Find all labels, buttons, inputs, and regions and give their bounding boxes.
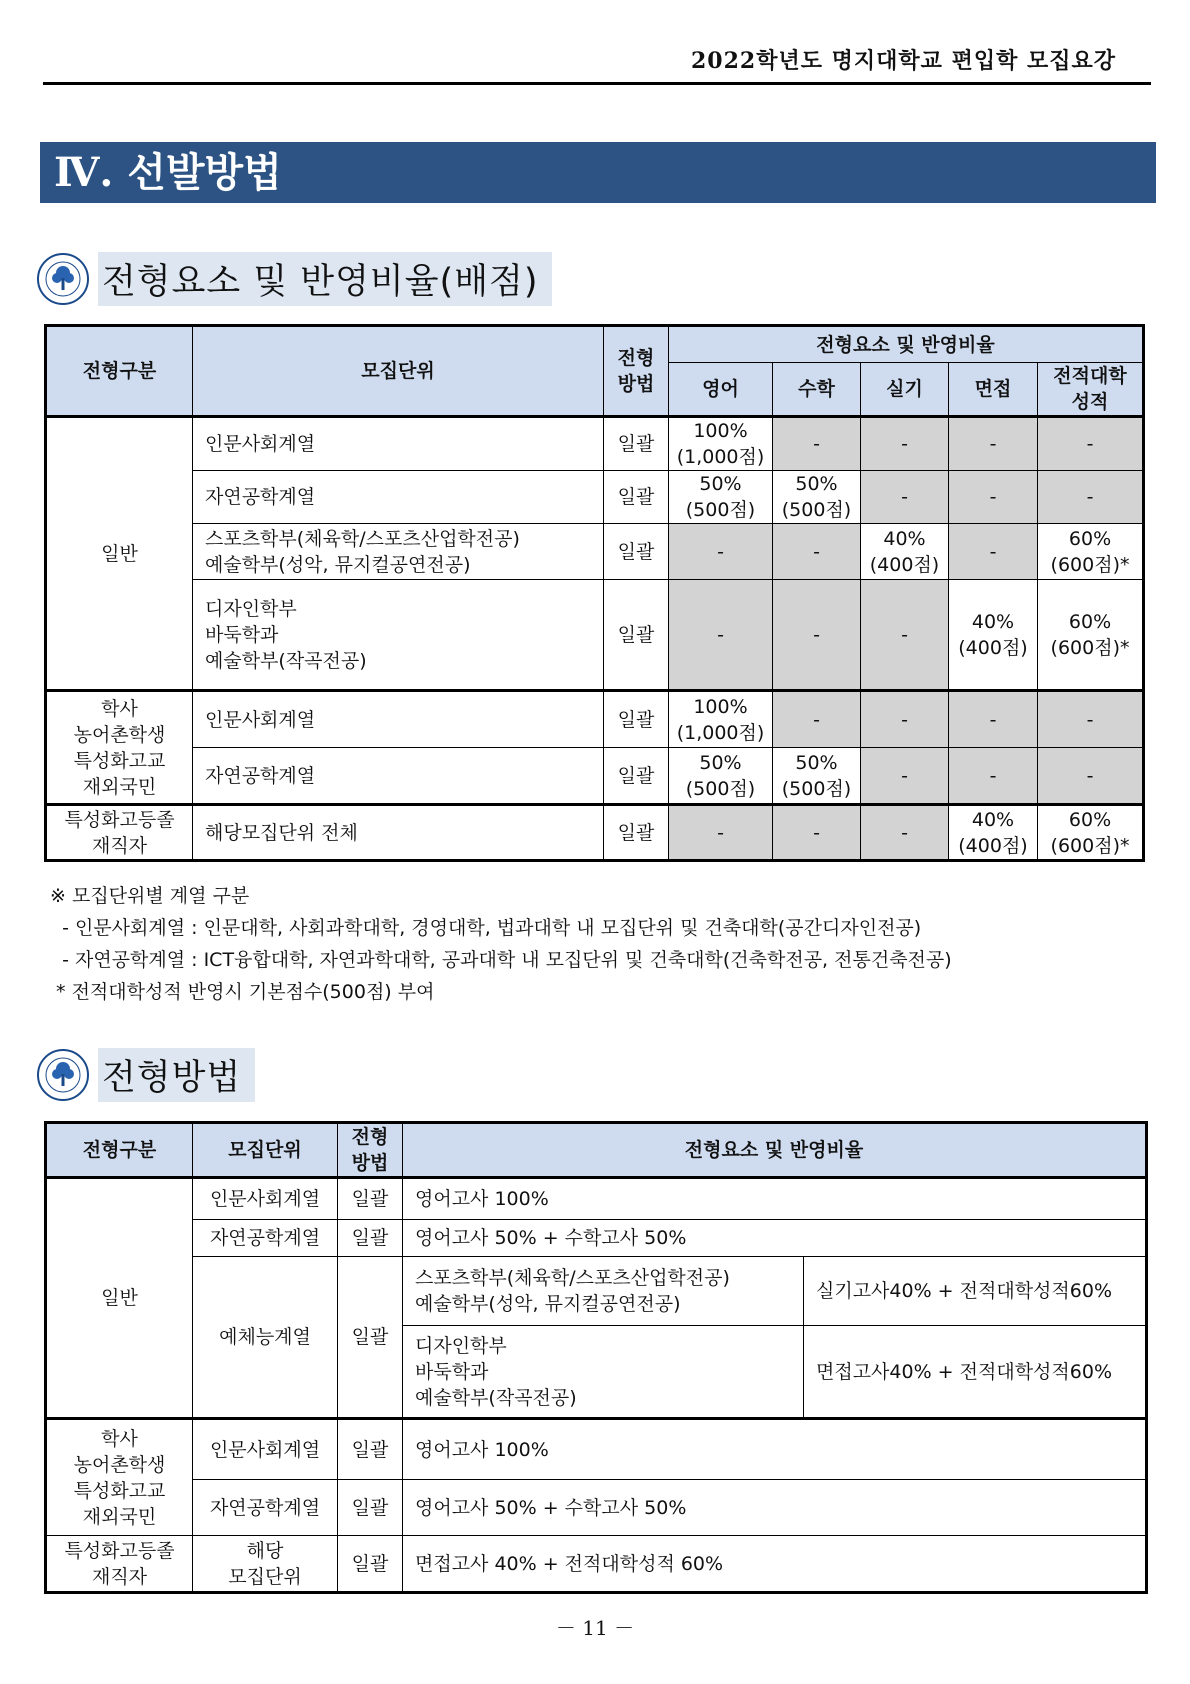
unit-cell: 자연공학계열 [193, 471, 604, 524]
col-unit-header: 모집단위 [193, 1123, 338, 1178]
col-type-header: 전형구분 [46, 326, 193, 417]
table-row [46, 580, 1144, 691]
method-cell: 일괄 [338, 1220, 403, 1257]
ratio-cell: 영어고사 50% + 수학고사 50% [403, 1220, 1147, 1257]
english-cell: - [669, 805, 773, 861]
gpa-cell: 60% (600점)* [1038, 580, 1144, 691]
document-header: 2022학년도 명지대학교 편입학 모집요강 [691, 48, 1116, 74]
math-cell: - [773, 580, 861, 691]
unit-cell: 자연공학계열 [193, 1220, 338, 1257]
method-cell: 일괄 [338, 1419, 403, 1480]
col-unit-header: 모집단위 [193, 326, 604, 417]
gpa-cell: 60% (600점)* [1038, 524, 1144, 580]
table-row [46, 691, 1144, 748]
type-cell: 특성화고등졸 재직자 [46, 805, 193, 861]
unit-cell: 디자인학부 바둑학과 예술학부(작곡전공) [193, 580, 604, 691]
table-row [46, 1178, 1147, 1220]
interview-cell: - [949, 748, 1038, 805]
ratio-cell: 실기고사40% + 전적대학성적60% [804, 1257, 1147, 1326]
type-cell: 일반 [46, 1178, 193, 1419]
gpa-cell: 60% (600점)* [1038, 805, 1144, 861]
col-math-header: 수학 [773, 363, 861, 417]
math-cell: 50% (500점) [773, 471, 861, 524]
interview-cell: - [949, 524, 1038, 580]
practical-cell: - [861, 691, 949, 748]
gpa-cell: - [1038, 471, 1144, 524]
chapter-title: Ⅳ. 선발방법 [40, 142, 1156, 203]
practical-cell: - [861, 580, 949, 691]
section2-heading [36, 1048, 255, 1102]
method-cell: 일괄 [604, 691, 669, 748]
gpa-cell: - [1038, 691, 1144, 748]
interview-cell: 40% (400점) [949, 805, 1038, 861]
math-cell: - [773, 417, 861, 471]
col-interview-header: 면접 [949, 363, 1038, 417]
practical-cell: - [861, 748, 949, 805]
col-method-header: 전형 방법 [338, 1123, 403, 1178]
ratio-cell: 면접고사40% + 전적대학성적60% [804, 1326, 1147, 1419]
unit-cell: 예체능계열 [193, 1257, 338, 1419]
method-cell: 일괄 [604, 748, 669, 805]
english-cell: 50% (500점) [669, 748, 773, 805]
table-row [46, 1220, 1147, 1257]
practical-cell: - [861, 471, 949, 524]
table-row [46, 417, 1144, 471]
method-cell: 일괄 [604, 580, 669, 691]
method-cell: 일괄 [604, 471, 669, 524]
page-number: － 11 － [555, 1616, 635, 1640]
col-method-header: 전형 방법 [604, 326, 669, 417]
unit-cell: 스포츠학부(체육학/스포츠산업학전공) 예술학부(성악, 뮤지컬공연전공) [193, 524, 604, 580]
method-cell: 일괄 [338, 1178, 403, 1220]
section1-title: 전형요소 및 반영비율(배점) [98, 252, 552, 306]
note-line: - 인문사회계열 : 인문대학, 사회과학대학, 경영대학, 법과대학 내 모집단위 및 건축대학(공간디자인전공) [50, 917, 922, 939]
practical-cell: 40% (400점) [861, 524, 949, 580]
col-gpa-header: 전적대학 성적 [1038, 363, 1144, 417]
method-cell: 일괄 [338, 1536, 403, 1593]
subunit-cell: 스포츠학부(체육학/스포츠산업학전공) 예술학부(성악, 뮤지컬공연전공) [403, 1257, 804, 1326]
gpa-cell: - [1038, 748, 1144, 805]
type-cell: 일반 [46, 417, 193, 691]
interview-cell: 40% (400점) [949, 580, 1038, 691]
ratio-cell: 영어고사 100% [403, 1419, 1147, 1480]
method-cell: 일괄 [604, 417, 669, 471]
practical-cell: - [861, 805, 949, 861]
table-row [46, 1257, 1147, 1326]
table-row [46, 471, 1144, 524]
table-row [46, 748, 1144, 805]
note-line: - 자연공학계열 : ICT융합대학, 자연과학대학, 공과대학 내 모집단위 및 건축대학(건축학전공, 전통건축전공) [50, 949, 952, 971]
unit-cell: 인문사회계열 [193, 1178, 338, 1220]
english-cell: - [669, 580, 773, 691]
type-cell: 학사 농어촌학생 특성화고교 재외국민 [46, 691, 193, 805]
type-cell: 학사 농어촌학생 특성화고교 재외국민 [46, 1419, 193, 1536]
interview-cell: - [949, 691, 1038, 748]
col-type-header: 전형구분 [46, 1123, 193, 1178]
unit-cell: 자연공학계열 [193, 1480, 338, 1536]
method-cell: 일괄 [338, 1480, 403, 1536]
unit-cell: 해당모집단위 전체 [193, 805, 604, 861]
university-seal-icon [36, 252, 90, 306]
unit-cell: 해당 모집단위 [193, 1536, 338, 1593]
table-row [46, 805, 1144, 861]
gpa-cell: - [1038, 417, 1144, 471]
table-row [46, 524, 1144, 580]
selection-method-table [44, 1121, 1148, 1594]
type-cell: 특성화고등졸 재직자 [46, 1536, 193, 1593]
practical-cell: - [861, 417, 949, 471]
unit-cell: 자연공학계열 [193, 748, 604, 805]
english-cell: 100% (1,000점) [669, 417, 773, 471]
math-cell: - [773, 805, 861, 861]
ratio-cell: 영어고사 50% + 수학고사 50% [403, 1480, 1147, 1536]
header-rule [43, 82, 1151, 85]
col-practical-header: 실기 [861, 363, 949, 417]
ratio-cell: 면접고사 40% + 전적대학성적 60% [403, 1536, 1147, 1593]
interview-cell: - [949, 417, 1038, 471]
col-group-header: 전형요소 및 반영비율 [669, 326, 1144, 363]
notes [50, 880, 952, 1008]
english-cell: - [669, 524, 773, 580]
ratio-cell: 영어고사 100% [403, 1178, 1147, 1220]
note-line: ※ 모집단위별 계열 구분 [50, 885, 250, 907]
col-english-header: 영어 [669, 363, 773, 417]
subunit-cell: 디자인학부 바둑학과 예술학부(작곡전공) [403, 1326, 804, 1419]
university-seal-icon [36, 1048, 90, 1102]
english-cell: 100% (1,000점) [669, 691, 773, 748]
note-line: * 전적대학성적 반영시 기본점수(500점) 부여 [50, 981, 435, 1003]
method-cell: 일괄 [604, 524, 669, 580]
col-ratio-header: 전형요소 및 반영비율 [403, 1123, 1147, 1178]
unit-cell: 인문사회계열 [193, 1419, 338, 1480]
math-cell: - [773, 691, 861, 748]
english-cell: 50% (500점) [669, 471, 773, 524]
unit-cell: 인문사회계열 [193, 691, 604, 748]
interview-cell: - [949, 471, 1038, 524]
table-row [46, 1480, 1147, 1536]
math-cell: 50% (500점) [773, 748, 861, 805]
math-cell: - [773, 524, 861, 580]
table-row [46, 1536, 1147, 1593]
section2-title: 전형방법 [98, 1048, 255, 1102]
section1-heading [36, 252, 552, 306]
table-row [46, 1419, 1147, 1480]
method-cell: 일괄 [338, 1257, 403, 1419]
score-ratio-table [44, 324, 1145, 862]
method-cell: 일괄 [604, 805, 669, 861]
unit-cell: 인문사회계열 [193, 417, 604, 471]
